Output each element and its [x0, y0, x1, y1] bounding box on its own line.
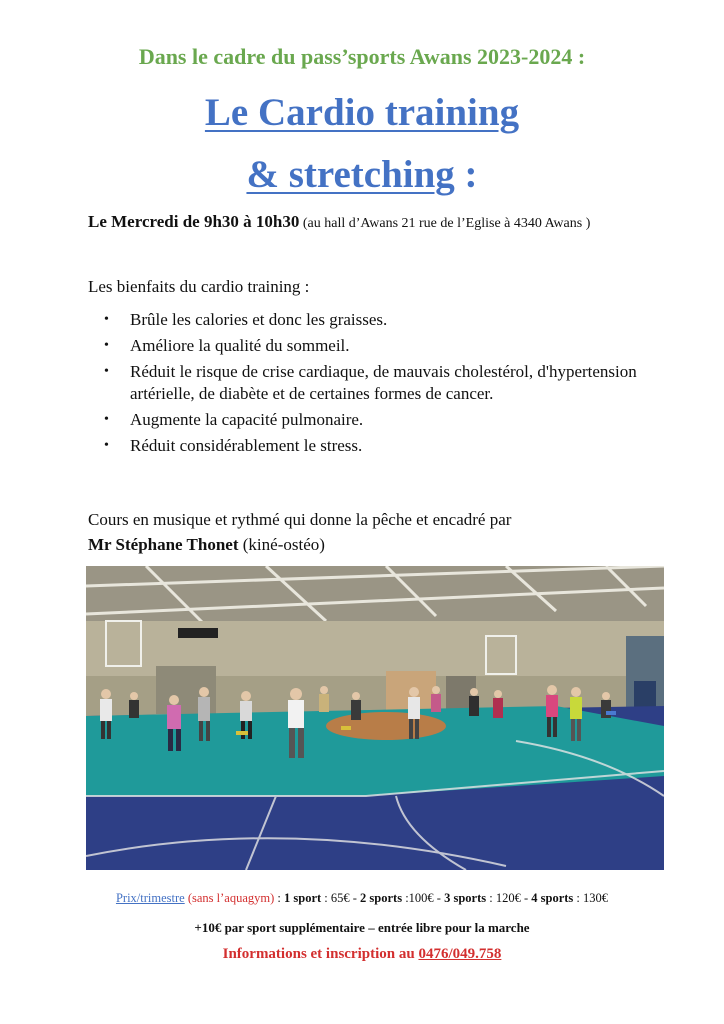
- price-1-value: : 65€ -: [321, 891, 361, 905]
- schedule-line: [88, 212, 590, 232]
- course-description: Cours en musique et rythmé qui donne la pêche et encadré par: [88, 510, 512, 529]
- schedule-location: (au hall d’Awans 21 rue de l’Eglise à 4340 Awans ): [299, 216, 591, 231]
- title-line2-suffix: :: [454, 153, 478, 196]
- gym-class-photo: [86, 566, 664, 870]
- list-item: • Brûle les calories et donc les graisses.: [104, 309, 644, 331]
- price-1-label: 1 sport: [284, 891, 322, 905]
- instructor-role: (kiné-ostéo): [238, 535, 325, 554]
- phone-link[interactable]: 0476/049.758: [418, 946, 502, 962]
- list-item: • Augmente la capacité pulmonaire.: [104, 409, 644, 431]
- page-title-line2: [0, 152, 724, 197]
- info-text: Informations et inscription au: [222, 946, 419, 962]
- pricing-sep: :: [274, 891, 284, 905]
- pricing-line: [0, 891, 724, 906]
- pricing-note: (sans l’aquagym): [184, 891, 275, 905]
- list-item: • Réduit le risque de crise cardiaque, de mauvais cholestérol, d'hypertension artérielle, de diabète et de certaines formes de cancer.: [104, 361, 644, 405]
- list-item: • Réduit considérablement le stress.: [104, 435, 644, 457]
- price-4-value: : 130€: [573, 891, 609, 905]
- price-2-value: :100€ -: [402, 891, 445, 905]
- schedule-time: Le Mercredi de 9h30 à 10h30: [88, 212, 300, 231]
- course-instructor-line: [88, 535, 325, 555]
- price-2-label: 2 sports: [360, 891, 403, 905]
- pricing-label-link[interactable]: Prix/trimestre: [115, 891, 185, 905]
- price-3-label: 3 sports: [444, 891, 487, 905]
- title-line1-text: Le Cardio training: [204, 91, 520, 134]
- price-4-label: 4 sports: [531, 891, 574, 905]
- price-3-value: : 120€ -: [486, 891, 532, 905]
- title-line2-text: & stretching: [246, 153, 455, 196]
- instructor-name: Mr Stéphane Thonet: [88, 535, 239, 554]
- extra-sport-note: +10€ par sport supplémentaire – entrée libre pour la marche: [194, 920, 530, 935]
- page-title-line1: [0, 90, 724, 135]
- info-line: [0, 946, 724, 963]
- list-item: • Améliore la qualité du sommeil.: [104, 335, 644, 357]
- benefits-heading: Les bienfaits du cardio training :: [88, 277, 310, 296]
- header-line: Dans le cadre du pass’sports Awans 2023-2024 :: [138, 44, 586, 69]
- benefits-list: [104, 309, 644, 461]
